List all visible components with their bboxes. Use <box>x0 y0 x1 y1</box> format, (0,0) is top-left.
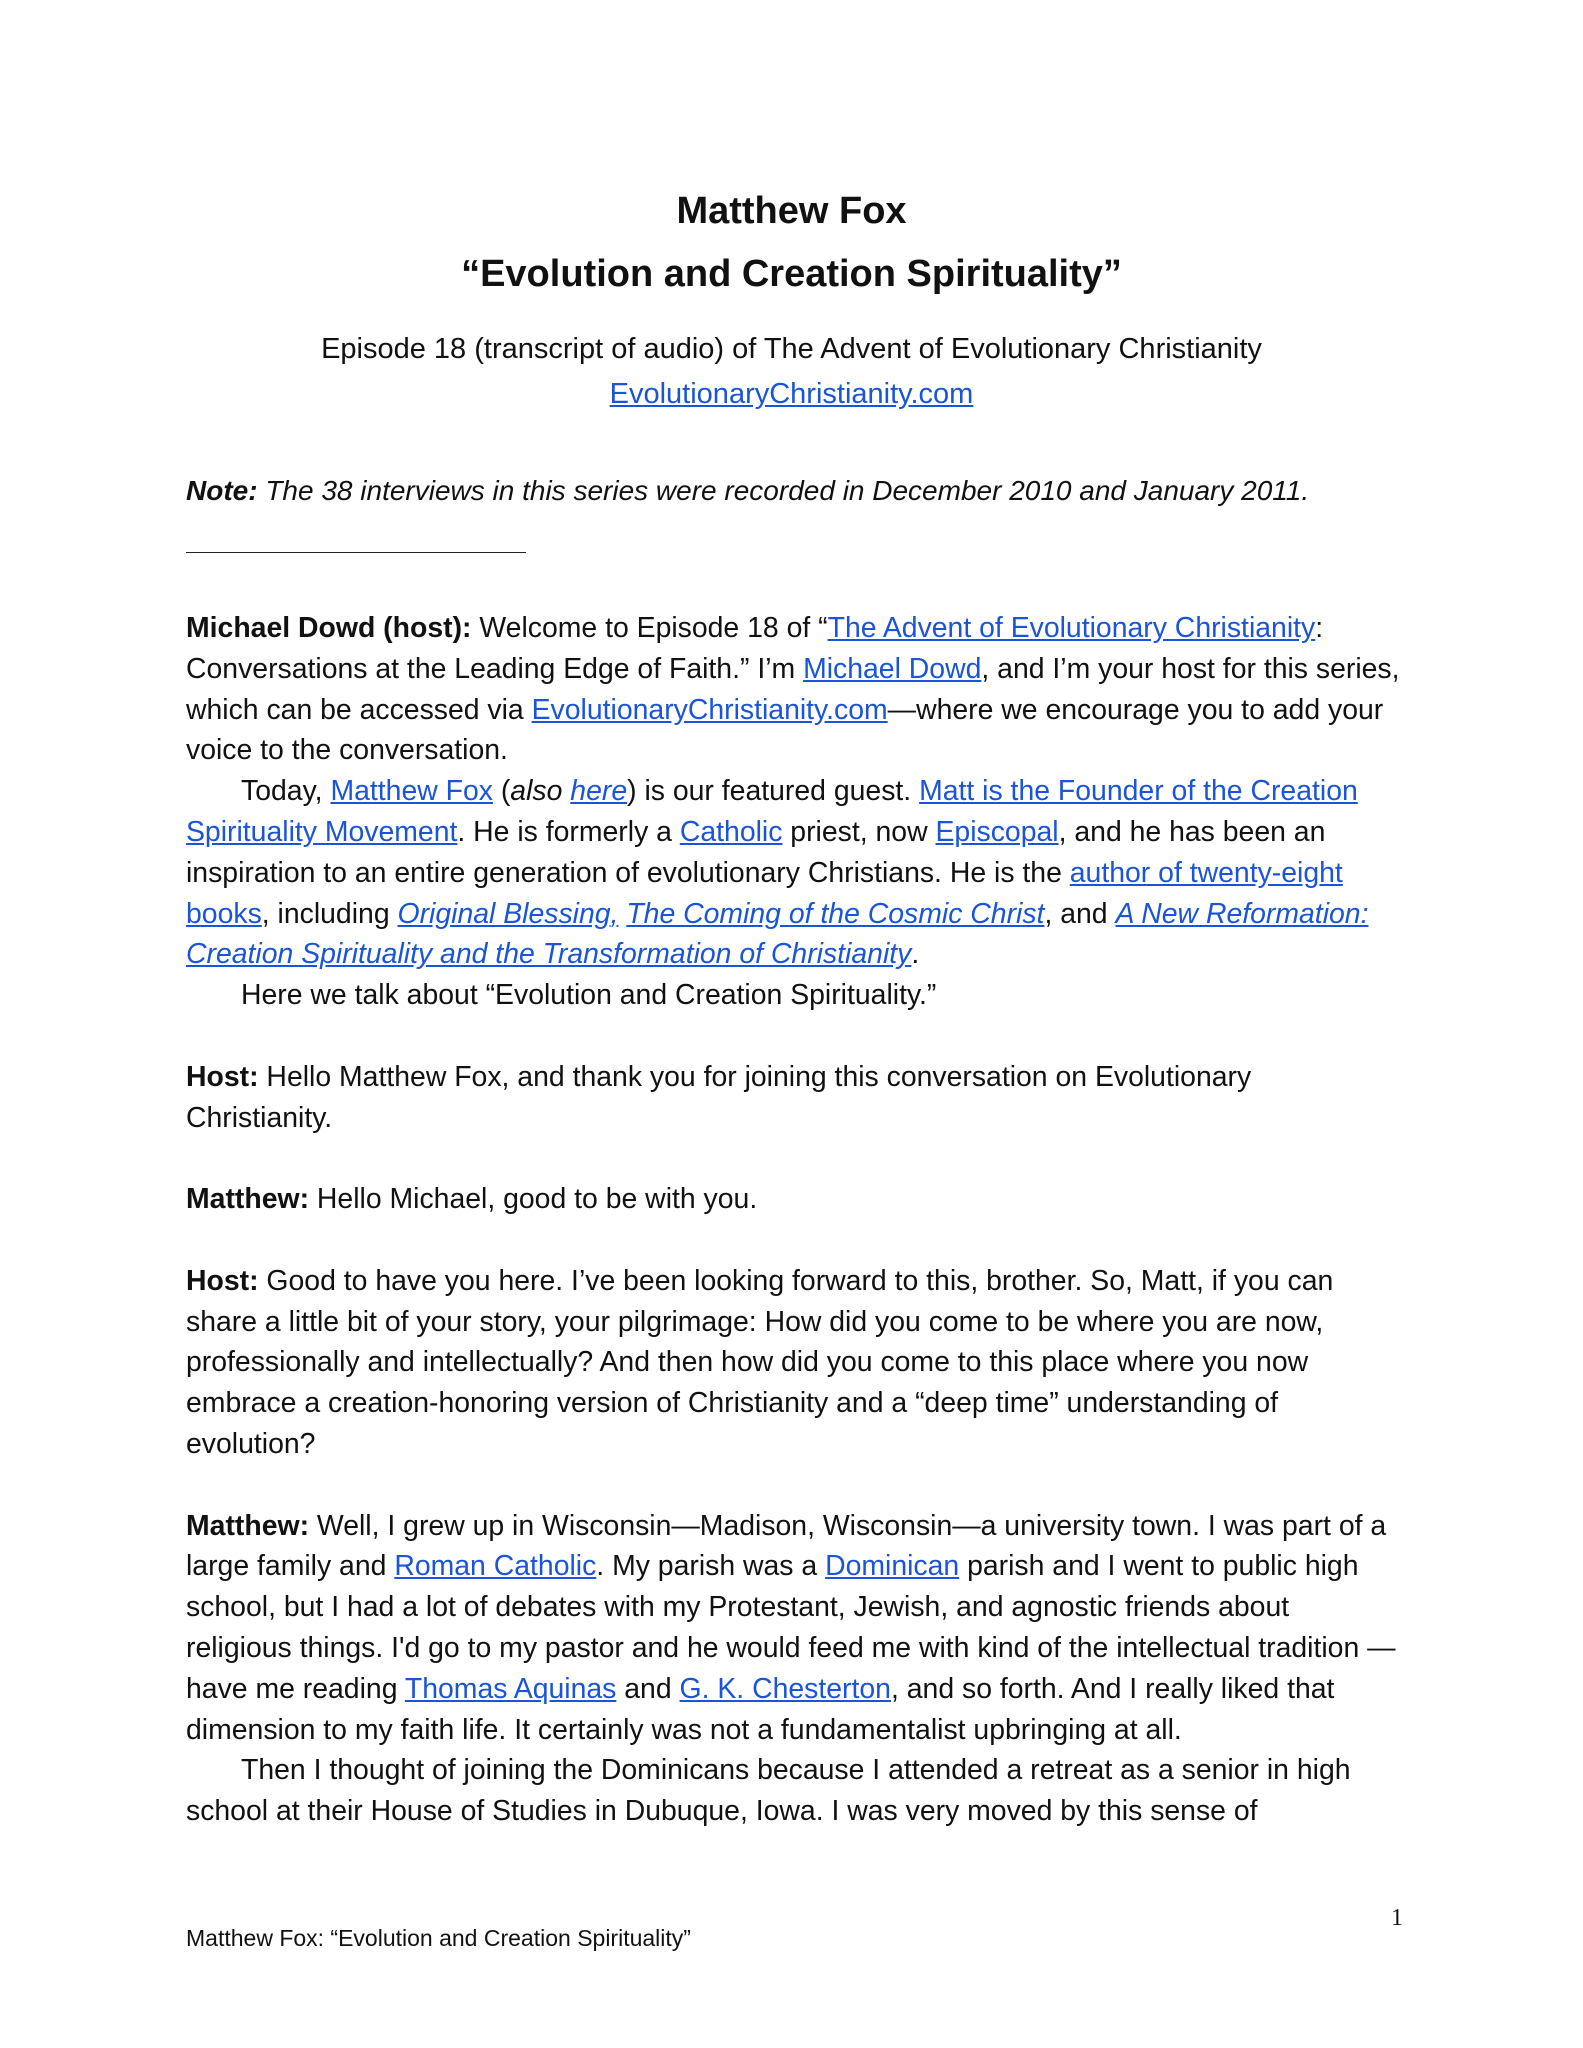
link-matthew-fox[interactable]: Matthew Fox <box>330 775 493 808</box>
note-text: The 38 interviews in this series were recorded in December 2010 and January 2011. <box>257 475 1310 506</box>
note <box>186 472 1406 510</box>
paragraph-host-hello <box>186 1057 1401 1139</box>
text-run: , and he has been an inspiration to an entire generation of evolutionary Christians. He is the <box>186 815 1326 889</box>
link-here[interactable]: here <box>570 775 628 808</box>
speaker-label: Host: <box>186 1060 259 1093</box>
text-run: ( <box>492 775 511 808</box>
speaker-label: Matthew: <box>186 1183 310 1216</box>
text-run: , and so forth. And I really liked that dimension to my faith life. It certainly was not a fundamentalist upbringing at all. <box>186 1672 1335 1746</box>
link-michael-dowd[interactable]: Michael Dowd <box>803 652 982 685</box>
page-footer: Matthew Fox: “Evolution and Creation Spirituality” <box>186 1925 691 1951</box>
text-run: and <box>616 1672 680 1705</box>
link-original-blessing[interactable]: Original Blessing <box>397 897 611 930</box>
text-run: parish and I went to public high school, but I had a lot of debates with my Protestant, Jewish, and agnostic friends about religious things. I'd go to my pastor and he would feed me with kind of the intellectual tradition —have me reading <box>186 1550 1396 1705</box>
text-run: priest, now <box>782 815 936 848</box>
link-new-reformation[interactable]: A New Reformation: Creation Spirituality and the Transformation of Christianity <box>186 897 1369 971</box>
paragraph-guest <box>186 771 1401 975</box>
text-run: ) is our featured guest. <box>627 775 920 808</box>
paragraph-matthew-story <box>186 1506 1401 1751</box>
text-run: —where we encourage you to add your voice to the conversation. <box>186 693 1384 767</box>
text-run: Welcome to Episode 18 of “ <box>471 612 828 644</box>
text-run: Hello Michael, good to be with you. <box>309 1183 758 1216</box>
separator-rule <box>186 552 526 553</box>
text-run: Well, I grew up in Wisconsin—Madison, Wisconsin—a university town. I was part of a large family and <box>186 1509 1387 1583</box>
link-evolutionary-christianity[interactable]: EvolutionaryChristianity.com <box>531 693 888 726</box>
link-author-books[interactable]: author of twenty-eight books <box>186 856 1343 930</box>
page-number: 1 <box>1391 1905 1403 1931</box>
speaker-label: Host: <box>186 1264 259 1297</box>
link-creation-spirituality[interactable]: Matt is the Founder of the Creation Spirituality Movement <box>186 775 1358 848</box>
link-dominican[interactable]: Dominican <box>825 1550 960 1583</box>
text-run: , and I’m your host for this series, which can be accessed via <box>186 652 1400 726</box>
title-episode: “Evolution and Creation Spirituality” <box>461 253 1122 295</box>
note-label: Note: <box>186 475 258 506</box>
text-run: Hello Matthew Fox, and thank you for joining this conversation on Evolutionary Christianity. <box>186 1060 1252 1134</box>
title-author: Matthew Fox <box>676 190 907 232</box>
text-run: . My parish was a <box>596 1550 826 1583</box>
paragraph-topic: Here we talk about “Evolution and Creation Spirituality.” <box>241 979 937 1012</box>
paragraph-intro <box>186 608 1401 771</box>
text-run: , <box>610 897 619 930</box>
text-run: also <box>510 775 563 808</box>
link-catholic[interactable]: Catholic <box>679 815 783 848</box>
text-run: Good to have you here. I’ve been looking forward to this, brother. So, Matt, if you can share a little bit of your story, your pilgrimage: How did you come to be where you are now, professionally and intellectually? And then how did you come to this place where you now embrace a creation-honoring version of Christianity and a “deep time” understanding of evolution? <box>186 1264 1334 1460</box>
paragraph-matthew-hello <box>186 1179 1401 1220</box>
text-run: . He is formerly a <box>457 815 680 848</box>
link-gk-chesterton[interactable]: G. K. Chesterton <box>679 1672 891 1705</box>
link-episcopal[interactable]: Episcopal <box>935 815 1059 848</box>
text-run: . <box>911 938 920 971</box>
link-advent-series[interactable]: The Advent of Evolutionary Christianity <box>827 612 1316 644</box>
link-thomas-aquinas[interactable]: Thomas Aquinas <box>404 1672 617 1705</box>
site-link[interactable]: EvolutionaryChristianity.com <box>609 378 974 410</box>
paragraph-host-question <box>186 1261 1401 1465</box>
link-roman-catholic[interactable]: Roman Catholic <box>394 1550 597 1583</box>
subtitle: Episode 18 (transcript of audio) of The Advent of Evolutionary Christianity <box>321 333 1262 365</box>
text-run: : Conversations at the Leading Edge of Faith.” I’m <box>186 612 1324 685</box>
speaker-label: Matthew: <box>186 1509 310 1542</box>
link-cosmic-christ[interactable]: The Coming of the Cosmic Christ <box>626 897 1045 930</box>
speaker-label: Michael Dowd (host): <box>186 612 472 644</box>
transcript-body <box>186 608 1401 1832</box>
text-run: , including <box>261 897 398 930</box>
text-run: , and <box>1044 897 1116 930</box>
paragraph-dominicans: Then I thought of joining the Dominicans because I attended a retreat as a senior in high school at their House of Studies in Dubuque, Iowa. I was very moved by this sense of <box>186 1754 1351 1828</box>
text-run: Today, <box>241 775 331 808</box>
